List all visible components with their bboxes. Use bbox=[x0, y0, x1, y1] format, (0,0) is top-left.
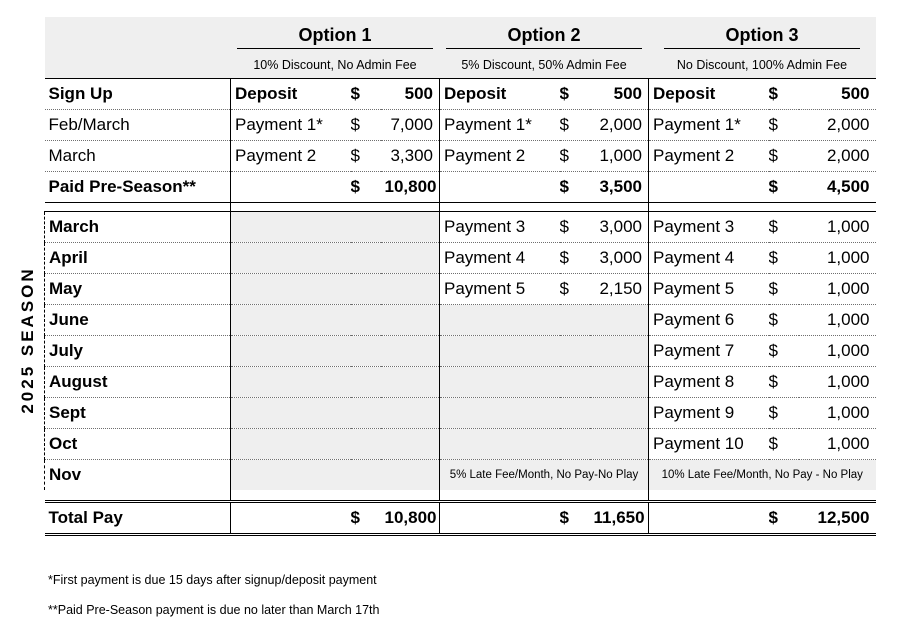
currency-symbol: $ bbox=[769, 502, 799, 535]
row-label: March bbox=[45, 141, 231, 172]
option-2-subtitle: 5% Discount, 50% Admin Fee bbox=[440, 52, 649, 79]
payment-name: Payment 9 bbox=[649, 398, 769, 429]
empty-cell bbox=[440, 367, 649, 398]
row-label: July bbox=[45, 336, 231, 367]
payment-name: Deposit bbox=[231, 79, 351, 110]
payment-amount: 3,300 bbox=[381, 141, 440, 172]
payment-name: Payment 3 bbox=[440, 212, 560, 243]
row-label: Paid Pre-Season** bbox=[45, 172, 231, 203]
currency-symbol: $ bbox=[769, 243, 799, 274]
payment-amount: 500 bbox=[799, 79, 876, 110]
section-gap bbox=[45, 203, 876, 212]
currency-symbol: $ bbox=[351, 79, 381, 110]
currency-symbol: $ bbox=[560, 502, 590, 535]
empty-cell bbox=[231, 460, 440, 491]
currency-symbol: $ bbox=[560, 243, 590, 274]
payment-name: Payment 7 bbox=[649, 336, 769, 367]
payment-amount: 1,000 bbox=[799, 243, 876, 274]
empty-cell bbox=[231, 336, 440, 367]
option-header-row bbox=[45, 17, 876, 52]
option-1-title: Option 1 bbox=[237, 25, 433, 49]
currency-symbol: $ bbox=[560, 110, 590, 141]
row-march-season bbox=[45, 212, 876, 243]
payment-name: Payment 5 bbox=[649, 274, 769, 305]
row-may bbox=[45, 274, 876, 305]
payment-name: Payment 3 bbox=[649, 212, 769, 243]
payment-name: Deposit bbox=[649, 79, 769, 110]
row-oct bbox=[45, 429, 876, 460]
row-june bbox=[45, 305, 876, 336]
row-label: Sign Up bbox=[45, 79, 231, 110]
row-august bbox=[45, 367, 876, 398]
payment-amount: 1,000 bbox=[799, 212, 876, 243]
payment-amount: 1,000 bbox=[799, 274, 876, 305]
row-label: June bbox=[45, 305, 231, 336]
currency-symbol: $ bbox=[769, 336, 799, 367]
option-3-subtitle: No Discount, 100% Admin Fee bbox=[649, 52, 876, 79]
payment-name: Payment 4 bbox=[649, 243, 769, 274]
row-label: Total Pay bbox=[45, 502, 231, 535]
payment-name: Payment 2 bbox=[649, 141, 769, 172]
currency-symbol: $ bbox=[769, 429, 799, 460]
empty-cell bbox=[440, 398, 649, 429]
row-label: April bbox=[45, 243, 231, 274]
payment-amount: 1,000 bbox=[799, 336, 876, 367]
payment-amount: 2,000 bbox=[590, 110, 649, 141]
row-label: Sept bbox=[45, 398, 231, 429]
payment-name: Payment 4 bbox=[440, 243, 560, 274]
row-label: May bbox=[45, 274, 231, 305]
payment-name: Payment 1* bbox=[231, 110, 351, 141]
payment-amount: 1,000 bbox=[799, 429, 876, 460]
empty-cell bbox=[231, 243, 440, 274]
row-total-pay bbox=[45, 502, 876, 535]
row-sign-up bbox=[45, 79, 876, 110]
row-label: Feb/March bbox=[45, 110, 231, 141]
currency-symbol: $ bbox=[560, 79, 590, 110]
row-july bbox=[45, 336, 876, 367]
payment-amount: 1,000 bbox=[799, 367, 876, 398]
payment-name: Payment 5 bbox=[440, 274, 560, 305]
payment-amount: 2,000 bbox=[799, 141, 876, 172]
payment-name: Payment 10 bbox=[649, 429, 769, 460]
subtotal-amount: 10,800 bbox=[381, 172, 440, 203]
row-label: August bbox=[45, 367, 231, 398]
empty-cell bbox=[440, 305, 649, 336]
payment-name: Payment 1* bbox=[440, 110, 560, 141]
row-feb-march bbox=[45, 110, 876, 141]
total-amount: 10,800 bbox=[381, 502, 440, 535]
payment-amount: 2,150 bbox=[590, 274, 649, 305]
row-label: March bbox=[45, 212, 231, 243]
payment-amount: 3,000 bbox=[590, 212, 649, 243]
currency-symbol: $ bbox=[560, 172, 590, 203]
row-march-pre bbox=[45, 141, 876, 172]
payment-amount: 2,000 bbox=[799, 110, 876, 141]
option-1-subtitle: 10% Discount, No Admin Fee bbox=[231, 52, 440, 79]
currency-symbol: $ bbox=[560, 274, 590, 305]
currency-symbol: $ bbox=[560, 141, 590, 172]
late-fee-note: 10% Late Fee/Month, No Pay - No Play bbox=[649, 460, 876, 491]
row-paid-pre-season bbox=[45, 172, 876, 203]
footnote-pre-season: **Paid Pre-Season payment is due no later than March 17th bbox=[48, 603, 380, 617]
row-april bbox=[45, 243, 876, 274]
empty-cell bbox=[231, 398, 440, 429]
currency-symbol: $ bbox=[351, 502, 381, 535]
total-amount: 11,650 bbox=[590, 502, 649, 535]
currency-symbol: $ bbox=[769, 305, 799, 336]
currency-symbol: $ bbox=[769, 110, 799, 141]
payment-amount: 3,000 bbox=[590, 243, 649, 274]
row-label: Oct bbox=[45, 429, 231, 460]
payment-amount: 1,000 bbox=[799, 305, 876, 336]
empty-cell bbox=[231, 367, 440, 398]
currency-symbol: $ bbox=[351, 110, 381, 141]
payment-amount: 1,000 bbox=[799, 398, 876, 429]
currency-symbol: $ bbox=[769, 79, 799, 110]
currency-symbol: $ bbox=[351, 141, 381, 172]
option-3-title: Option 3 bbox=[664, 25, 860, 49]
empty-cell bbox=[440, 336, 649, 367]
season-label: 2025 SEASON bbox=[18, 266, 37, 414]
payment-amount: 500 bbox=[381, 79, 440, 110]
row-nov bbox=[45, 460, 876, 491]
option-subtitle-row bbox=[45, 52, 876, 79]
currency-symbol: $ bbox=[351, 172, 381, 203]
payment-table bbox=[44, 17, 876, 536]
payment-name: Payment 6 bbox=[649, 305, 769, 336]
late-fee-note: 5% Late Fee/Month, No Pay-No Play bbox=[440, 460, 649, 491]
currency-symbol: $ bbox=[560, 212, 590, 243]
payment-name: Payment 1* bbox=[649, 110, 769, 141]
empty-cell bbox=[231, 274, 440, 305]
option-2-title: Option 2 bbox=[446, 25, 642, 49]
currency-symbol: $ bbox=[769, 172, 799, 203]
payment-name: Payment 2 bbox=[231, 141, 351, 172]
currency-symbol: $ bbox=[769, 212, 799, 243]
row-label: Nov bbox=[45, 460, 231, 491]
payment-name: Deposit bbox=[440, 79, 560, 110]
payment-amount: 500 bbox=[590, 79, 649, 110]
currency-symbol: $ bbox=[769, 367, 799, 398]
currency-symbol: $ bbox=[769, 398, 799, 429]
footnote-first-payment: *First payment is due 15 days after signup/deposit payment bbox=[48, 573, 377, 587]
subtotal-amount: 4,500 bbox=[799, 172, 876, 203]
row-sept bbox=[45, 398, 876, 429]
payment-amount: 1,000 bbox=[590, 141, 649, 172]
currency-symbol: $ bbox=[769, 274, 799, 305]
payment-name: Payment 2 bbox=[440, 141, 560, 172]
empty-cell bbox=[231, 212, 440, 243]
section-gap bbox=[45, 490, 876, 502]
payment-name: Payment 8 bbox=[649, 367, 769, 398]
empty-cell bbox=[231, 429, 440, 460]
total-amount: 12,500 bbox=[799, 502, 876, 535]
empty-cell bbox=[440, 429, 649, 460]
currency-symbol: $ bbox=[769, 141, 799, 172]
empty-cell bbox=[231, 305, 440, 336]
subtotal-amount: 3,500 bbox=[590, 172, 649, 203]
payment-amount: 7,000 bbox=[381, 110, 440, 141]
